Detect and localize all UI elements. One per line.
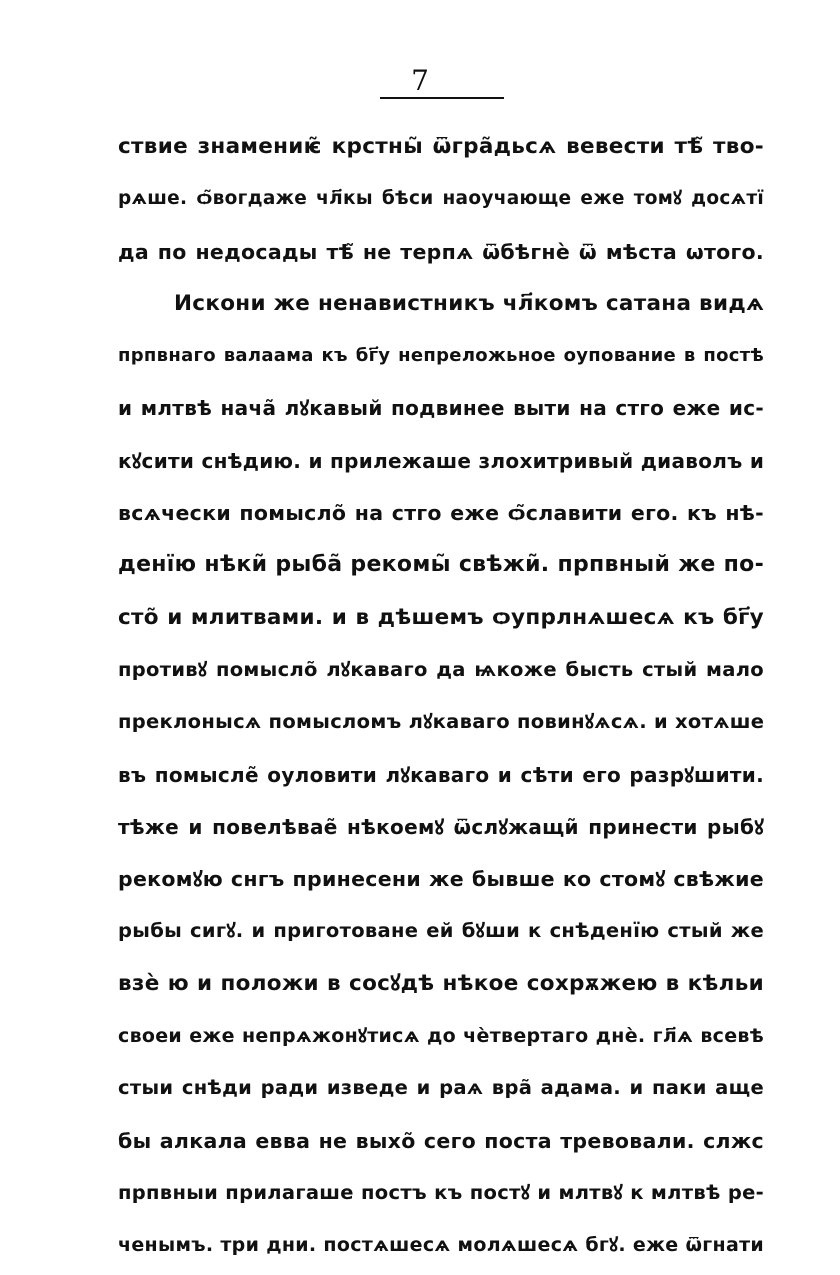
text-line: преклонысѧ помысломъ лꙋкаваго повинꙋѧсѧ. и хотѧше — [118, 710, 765, 734]
page-number: 7 — [411, 64, 429, 97]
text-line: прпвныи прилагаше постъ къ постꙋ и млтвꙋ к млтвѣ ре- — [118, 1180, 764, 1204]
text-line: въ помысле̃ оуловити лꙋкаваго и сѣти его разрꙋшити. — [118, 762, 764, 787]
header-rule — [380, 97, 504, 99]
text-line: сто̃ и млитвами. и в дѣшемъ ѻупрлнѧшесѧ къ бг҃у — [118, 604, 764, 630]
text-line: бы алкала евва не выхо̃ сего поста тревовали. слжс — [118, 1128, 764, 1153]
body-text — [118, 124, 764, 1275]
text-line: своеи еже непрѧжонꙋтисѧ до чѐтвертаго днѐ. гл҃ѧ всевѣ — [118, 1025, 764, 1048]
text-line: рыбы сигꙋ. и приготоване ей бꙋши к снѣденїю стый же — [118, 919, 764, 943]
text-line: взѐ ю и положи в сосꙋдѣ нѣкое сохрѫжею в кѣльи — [118, 970, 764, 996]
text-line: рѧше. ѻ̃вогдаже чл҃кы бѣси наоучающе еже томꙋ досѧтї — [118, 188, 764, 210]
text-line: кꙋсити снѣдию. и прилежаше злохитривый диаволъ и — [118, 448, 765, 473]
text-line: рекомꙋю снгъ принесени же бывше ко стомꙋ свѣжие — [118, 867, 764, 892]
text-line: денїю нѣки̃ рыба̃ рекомы̃ свѣжи̃. прпвный же по- — [118, 552, 764, 578]
text-line: противꙋ помысло̃ лꙋкаваго да ѩкоже бысть стый мало — [118, 657, 764, 681]
text-line: всѧчески помысло̃ на стго еже ѻ̃славити его. къ нѣ- — [118, 501, 764, 526]
text-line: да по недосады тѣ̃ не терпѧ ѿбѣгнѐ ѿ мѣста ѡтого. — [118, 239, 764, 264]
text-line: прпвнаго валаама къ бг҃у непреложьное оупование в постѣ — [118, 345, 764, 367]
text-line: Искони же ненавистникъ чл҃комъ сатана видѧ — [174, 290, 765, 316]
text-line: тѣже и повелѣвае̃ нѣкоемꙋ ѿслꙋжащи̃ принести рыбꙋ — [118, 814, 764, 839]
text-line: стыи снѣди ради изведе и раѧ вра̃ адама. и паки аще — [118, 1076, 764, 1100]
text-line: и млтвѣ нача̃ лꙋкавый подвинее выти на стго еже ис- — [118, 396, 764, 421]
text-line: ствие знамениѥ̃ крстны̃ ѿгра̃дьсѧ вевести тѣ̃ тво- — [118, 134, 764, 159]
text-line: ченымъ. три дни. постѧшесѧ молѧшесѧ бгꙋ. еже ѿгнати — [118, 1234, 764, 1257]
